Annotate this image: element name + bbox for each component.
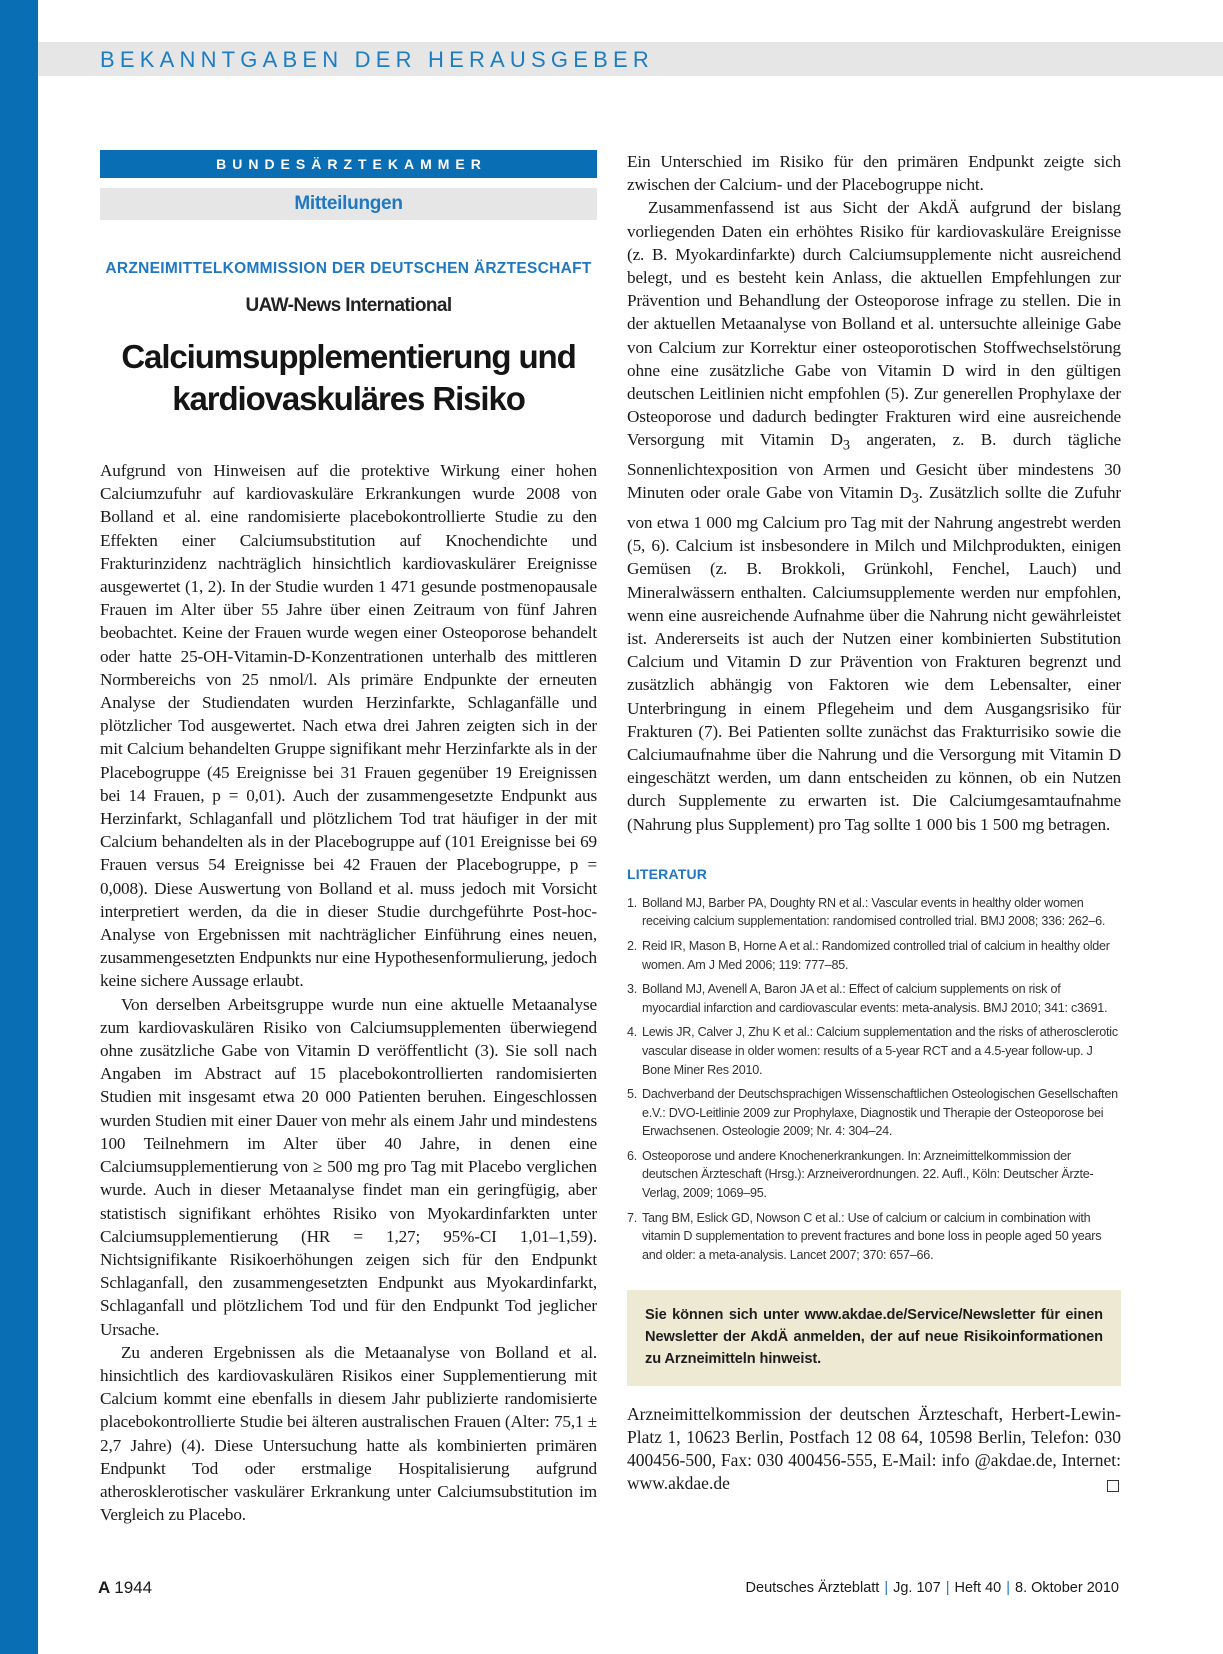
literature-heading: LITERATUR	[627, 865, 708, 882]
reference-item	[627, 894, 1121, 931]
article-title-line-2: kardiovaskuläres Risiko	[172, 380, 525, 417]
paragraph-5-text-b: angeraten, z. B. durch tägliche Sonnenlichtexposition von Armen und Gesicht über mindestens 30 Minuten oder orale Gabe von Vitamin D	[627, 430, 1121, 503]
footer-separator: |	[1006, 1580, 1010, 1596]
reference-item	[627, 1209, 1121, 1265]
paragraph-4-text: Ein Unterschied im Risiko für den primären Endpunkt zeigte sich zwischen der Calcium- und der Placebogruppe nicht.	[627, 152, 1121, 195]
right-column	[627, 150, 1121, 1495]
newsletter-box: Sie können sich unter www.akdae.de/Service/Newsletter für einen Newsletter der AkdÄ anmelden, der auf neue Risikoinformationen zu Arzneimitteln hinweist.	[627, 1290, 1121, 1386]
footer-separator: |	[945, 1580, 950, 1596]
body-paragraph-1: Aufgrund von Hinweisen auf die protektive Wirkung einer hohen Calciumzufuhr auf kardiovaskuläre Erkrankungen wurde 2008 von Bolland et al. eine randomisierte placebokontrollierte Studie zu den Effekten einer Calciumsubstitution auf Knochendichte und Frakturinzidenz nachträglich hinsichtlich kardiovaskulärer Ereignisse ausgewertet (1, 2). In der Studie wurden 1 471 gesunde postmenopausale Frauen im Alter über 55 Jahre über einen Zeitraum von fünf Jahren beobachtet. Keine der Frauen wurde wegen einer Osteoporose behandelt oder hatte 25-OH-Vitamin-D-Konzentrationen unterhalb des mittleren Normbereichs von 25 nmol/l. Als primäre Endpunkte der erneuten Analyse der Studiendaten wurden Herzinfarkte, Schlaganfälle und plötzlicher Tod ausgewertet. Nach etwa drei Jahren zeigten sich in der mit Calcium behandelten Gruppe signifikant mehr Herzinfarkte als in der Placebogruppe (45 Ereignisse bei 31 Frauen gegenüber 19 Ereignissen bei 14 Frauen, p = 0,01). Auch der zusammengesetzte Endpunkt aus Herzinfarkt, Schlaganfall und plötzlichem Tod trat häufiger in der mit Calcium behandelten als in der Placebogruppe auf (101 Ereignisse bei 69 Frauen versus 54 Ereignisse bei 42 Frauen der Placebogruppe, p = 0,008). Diese Auswertung von Bolland et al. muss jedoch mit Vorsicht interpretiert werden, da die in dieser Studie durchgeführte Post-hoc-Analyse von Ergebnissen mit nachträglicher Einführung eines neuen, zusammengesetzten Endpunkts nur eine Hypothesenformulierung, jedoch keine sichere Aussage erlaubt.	[100, 461, 597, 991]
reference-number: 2.	[627, 938, 638, 953]
reference-text: Lewis JR, Calver J, Zhu K et al.: Calcium supplementation and the risks of atherosclerotic vascular disease in older women: results of a 5-year RCT and a 4.5-year follow-up. J Bone Miner Res 2010.	[642, 1025, 1118, 1077]
reference-text: Reid IR, Mason B, Horne A et al.: Randomized controlled trial of calcium in healthy older women. Am J Med 2006; 119: 777–85.	[642, 938, 1110, 972]
subscript-vitamin-d3: 3	[911, 490, 919, 507]
body-paragraph-2: Von derselben Arbeitsgruppe wurde nun eine aktuelle Metaanalyse zum kardiovaskulären Risiko von Calciumsupplementen überwiegend ohne zusätzliche Gabe von Vitamin D veröffentlicht (3). Sie soll nach Angaben im Abstract auf 15 placebokontrollierten randomisierten Studien mit insgesamt etwa 20 000 Patienten beruhen. Eingeschlossen wurden Studien mit einer Dauer von mehr als einem Jahr und mindestens 100 Teilnehmern im Alter über 40 Jahre, in denen eine Calciumsupplementierung von ≥ 500 mg pro Tag mit Placebo verglichen wurde. Auch in dieser Metaanalyse findet man ein geringfügig, aber statistisch signifikant erhöhtes Risiko von Myokardinfarkten unter Calciumsupplementierung (HR = 1,27; 95%-CI 1,01–1,59). Nichtsignifikante Risikoerhöhungen zeigen sich für den Endpunkt Schlaganfall, den zusammengesetzten Endpunkt aus Myokardinfarkt, Schlaganfall und plötzlichem Tod und für den Endpunkt Tod jeglicher Ursache.	[100, 994, 597, 1339]
page-number-value: 1944	[114, 1578, 153, 1597]
series-label: UAW-News International	[245, 295, 452, 316]
literature-list	[627, 894, 1121, 1265]
paragraph-5-text-c: . Zusätzlich sollte die Zufuhr von etwa 1 000 mg Calcium pro Tag mit der Nahrung angestrebt werden (5, 6). Calcium ist insbesondere in Milch und Milchprodukten, einigen Gemüsen (z. B. Brokkoli, Grünkohl, Fenchel, Lauch) und Mineralwässern enthalten. Calciumsupplemente werden nur empfohlen, wenn eine ausreichende Aufnahme über die Nahrung nicht gewährleistet ist. Andererseits ist auch der Nutzen einer kombinierten Substitution Calcium und Vitamin D zur Prävention von Frakturen begrenzt und zusätzlich abhängig von Faktoren wie dem Lebensalter, einer Unterbringung in einem Pflegeheim und dem Ausgangsrisiko für Frakturen (7). Bei Patienten sollte zunächst das Frakturrisiko sowie die Calciumaufnahme über die Nahrung und die Versorgung mit Vitamin D eingeschätzt werden, um dann entscheiden zu können, ob ein Nutzen durch Supplemente zu erwarten ist. Die Calciumgesamtaufnahme (Nahrung plus Supplement) pro Tag sollte 1 000 bis 1 500 mg betragen.	[627, 483, 1121, 834]
reference-number: 6.	[627, 1148, 638, 1163]
reference-item	[627, 937, 1121, 974]
right-body-text	[627, 150, 1121, 836]
page-prefix: A	[98, 1578, 111, 1597]
section-title: BEKANNTGABEN DER HERAUSGEBER	[100, 47, 654, 72]
journal-footer	[746, 1580, 1119, 1596]
left-accent-bar	[0, 0, 38, 1654]
reference-item	[627, 1023, 1121, 1079]
footer-separator: |	[884, 1580, 889, 1596]
contact-block	[627, 1403, 1121, 1495]
journal-issue: Heft 40	[954, 1580, 1002, 1596]
reference-item	[627, 980, 1121, 1017]
department-bar: BUNDESÄRZTEKAMMER	[100, 150, 597, 178]
left-column	[100, 150, 597, 1526]
reference-item	[627, 1085, 1121, 1141]
category-bar: Mitteilungen	[100, 188, 597, 220]
reference-number: 3.	[627, 982, 638, 997]
reference-number: 7.	[627, 1210, 638, 1225]
page-number	[98, 1578, 152, 1598]
reference-text: Bolland MJ, Barber PA, Doughty RN et al.: Vascular events in healthy older women receiving calcium supplementation: randomised controlled trial. BMJ 2008; 336: 262–6.	[642, 895, 1106, 929]
commission-label: ARZNEIMITTELKOMMISSION DER DEUTSCHEN ÄRZTESCHAFT	[105, 260, 592, 277]
reference-number: 1.	[627, 895, 638, 910]
article-title-line-1: Calciumsupplementierung und	[121, 338, 576, 375]
article-title	[100, 336, 597, 420]
reference-text: Osteoporose und andere Knochenerkrankungen. In: Arzneimittelkommission der deutschen Ärzteschaft (Hrsg.): Arzneiverordnungen. 22. Aufl., Köln: Deutscher Ärzte-Verlag, 2009; 1069–95.	[642, 1148, 1094, 1201]
body-paragraph-3: Zu anderen Ergebnissen als die Metaanalyse von Bolland et al. hinsichtlich des kardiovaskulären Risikos einer Supplementierung mit Calcium kommt eine ebenfalls in diesem Jahr publizierte randomisierte placebokontrollierte Studie bei älteren australischen Frauen (Alter: 75,1 ± 2,7 Jahre) (4). Diese Untersuchung hatte als kombinierten primären Endpunkt Tod oder erstmalige Hospitalisierung aufgrund atherosklerotischer vaskulärer Erkrankung unter Calciumsubstitution im Vergleich zu Placebo.	[100, 1342, 597, 1525]
contact-text: Arzneimittelkommission der deutschen Ärzteschaft, Herbert-Lewin-Platz 1, 10623 Berlin, Postfach 12 08 64, 10598 Berlin, Telefon: 030 400456-500, Fax: 030 400456-555, E-Mail: info @akdae.de, Internet: www.akdae.de	[627, 1404, 1121, 1494]
reference-text: Bolland MJ, Avenell A, Baron JA et al.: Effect of calcium supplements on risk of myocardial infarction and cardiovascular events: meta-analysis. BMJ 2010; 341: c3691.	[642, 982, 1108, 1015]
reference-number: 4.	[627, 1025, 638, 1040]
journal-volume: Jg. 107	[893, 1580, 941, 1596]
body-paragraph-4	[627, 150, 1121, 196]
reference-text: Tang BM, Eslick GD, Nowson C et al.: Use of calcium or calcium in combination with vitamin D supplementation to prevent fractures and bone loss in people aged 50 years and older: a meta-analysis. Lancet 2007; 370: 657–66.	[642, 1210, 1102, 1262]
reference-text: Dachverband der Deutschsprachigen Wissenschaftlichen Osteologischen Gesellschaften e.V.: DVO-Leitlinie 2009 zur Prophylaxe, Diagnostik und Therapie der Osteoporose bei Erwachsenen. Osteologie 2009; Nr. 4: 304–24.	[642, 1087, 1118, 1139]
body-paragraph-5	[627, 196, 1121, 835]
end-of-article-mark	[1107, 1480, 1119, 1492]
reference-item	[627, 1147, 1121, 1203]
journal-date: 8. Oktober 2010	[1015, 1580, 1119, 1596]
subscript-vitamin-d3: 3	[842, 437, 850, 454]
left-body-text	[100, 459, 597, 1526]
reference-number: 5.	[627, 1087, 638, 1102]
paragraph-5-text-a: Zusammenfassend ist aus Sicht der AkdÄ aufgrund der bislang vorliegenden Daten ein erhöhtes Risiko für kardiovaskuläre Ereignisse (z. B. Myokardinfarkte) durch Calciumsupplemente nicht ausreichend belegt, und es besteht kein Anlass, die aktuellen Empfehlungen zur Prävention und Behandlung der Osteoporose infrage zu stellen. Die in der aktuellen Metaanalyse von Bolland et al. untersuchte alleinige Gabe von Calcium zur Korrektur einer osteoporotischen Stoffwechselstörung ohne eine zusätzliche Gabe von Vitamin D wird in den gültigen deutschen Leitlinien nicht empfohlen (5). Zur generellen Prophylaxe der Osteoporose und dadurch bedingter Frakturen wird eine ausreichende Versorgung mit Vitamin D	[627, 198, 1121, 450]
journal-name: Deutsches Ärzteblatt	[745, 1580, 880, 1596]
